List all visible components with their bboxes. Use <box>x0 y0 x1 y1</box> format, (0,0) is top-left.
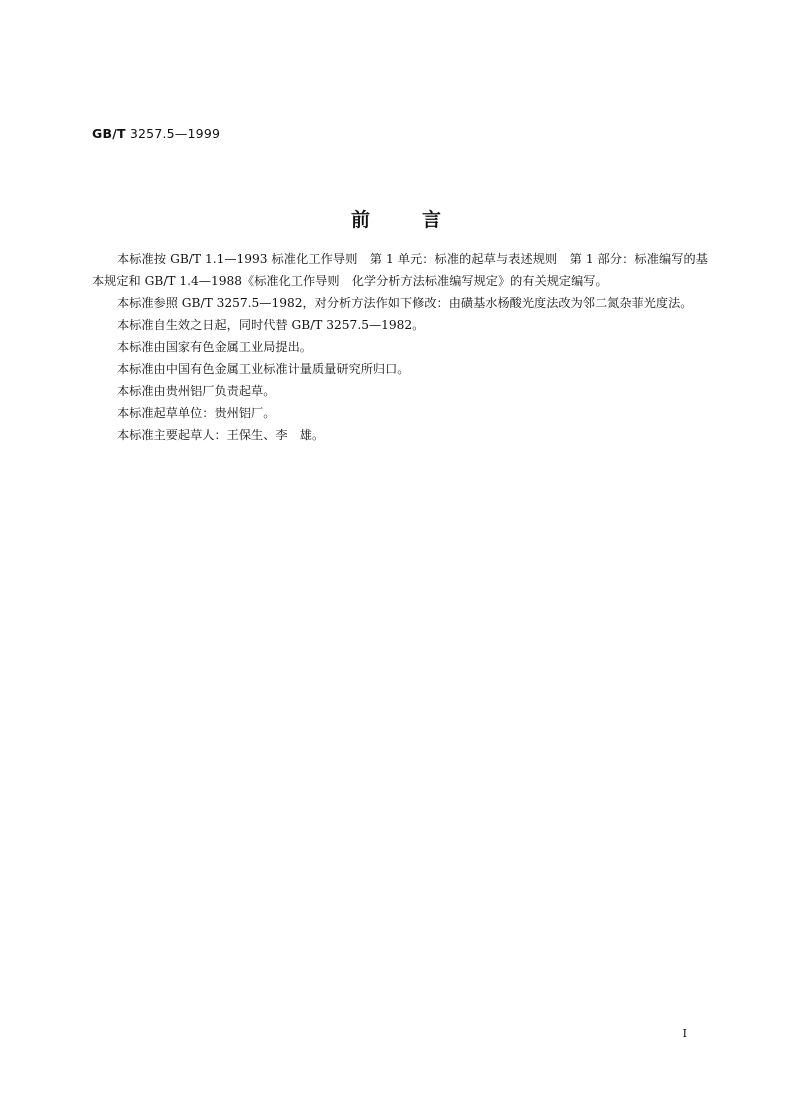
paragraph-modifications: 本标准参照 GB/T 3257.5—1982，对分析方法作如下修改：由磺基水杨酸光度法改为邻二氮杂菲光度法。 <box>117 296 693 310</box>
title-char-2: 言 <box>422 209 442 231</box>
page-number: I <box>682 1027 687 1040</box>
paragraph-drafting-rules: 本标准按 GB/T 1.1—1993 标准化工作导则 第 1 单元：标准的起草与表述规则 第 1 部分：标准编写的基本规定和 GB/T 1.4—1988《标准化工作导则 化学分析方法标准编写规定》的有关规定编写。 <box>92 252 708 288</box>
standard-code <box>92 126 220 141</box>
paragraph-drafting-unit: 本标准起草单位：贵州铝厂。 <box>117 406 276 420</box>
paragraph-proposer: 本标准由国家有色金属工业局提出。 <box>117 340 312 354</box>
title-char-1: 前 <box>350 209 370 231</box>
paragraph-main-drafters: 本标准主要起草人：王保生、李 雄。 <box>117 428 325 442</box>
paragraph-responsible-drafter: 本标准由贵州铝厂负责起草。 <box>117 384 276 398</box>
standard-number: 3257.5—1999 <box>129 126 221 141</box>
standard-prefix: GB/T <box>92 126 126 141</box>
foreword-body <box>92 248 708 446</box>
paragraph-replacement: 本标准自生效之日起，同时代替 GB/T 3257.5—1982。 <box>117 318 425 332</box>
page-title <box>0 205 792 232</box>
paragraph-centralizing-unit: 本标准由中国有色金属工业标准计量质量研究所归口。 <box>117 362 410 376</box>
